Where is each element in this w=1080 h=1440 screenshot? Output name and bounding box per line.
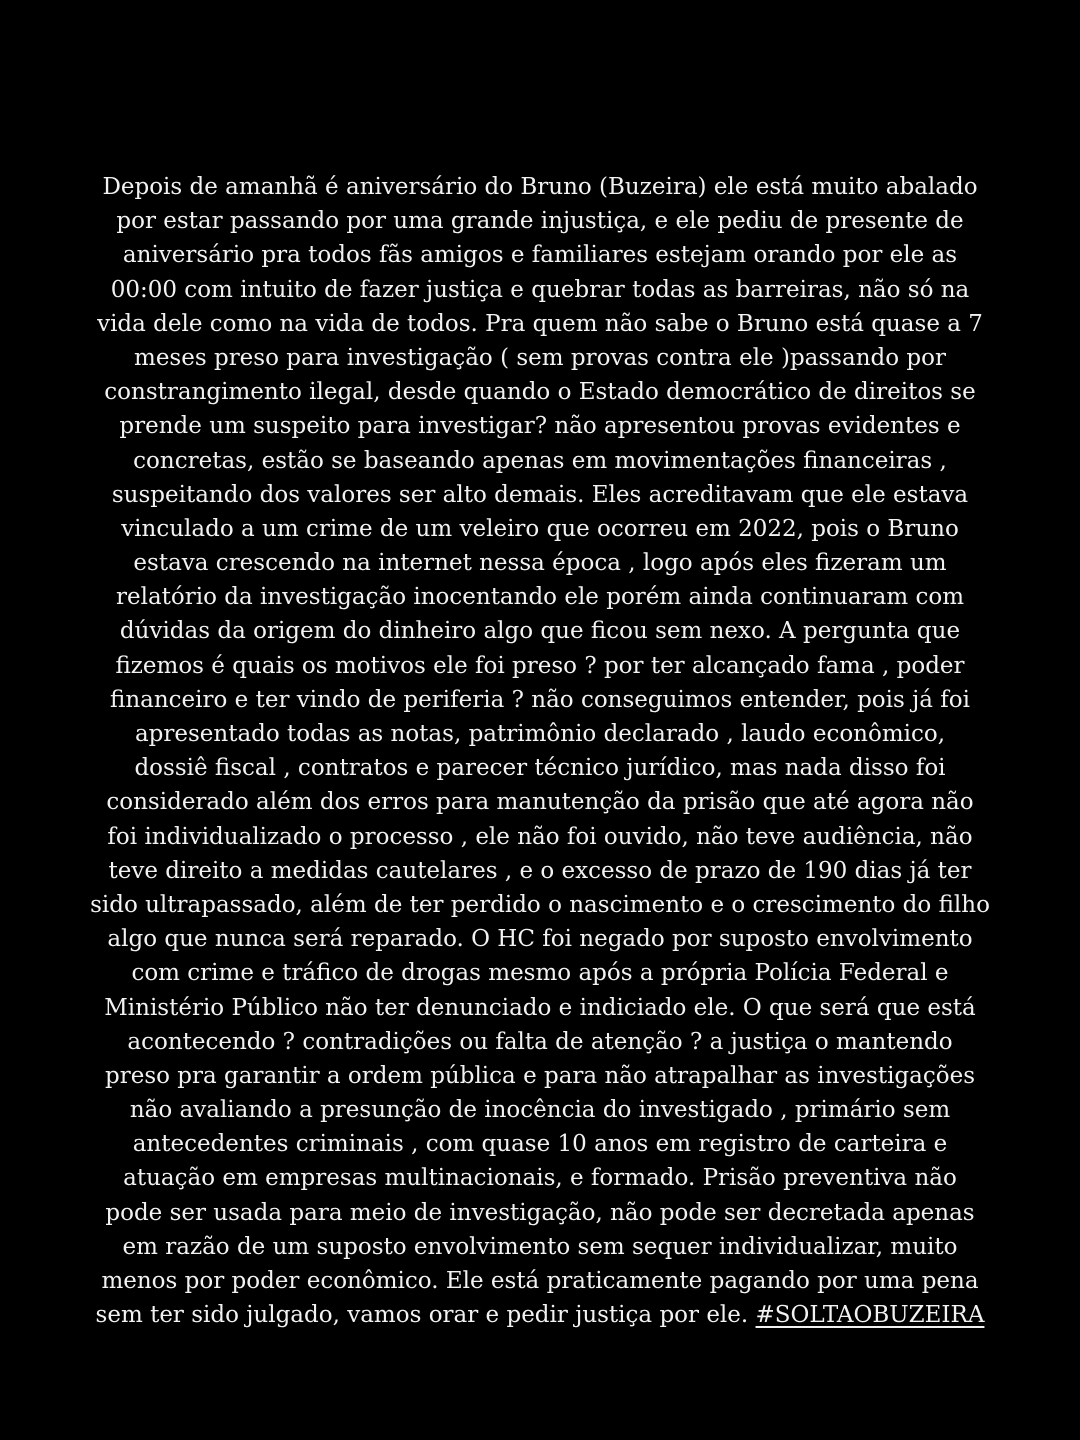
- text-line: 00:00 com intuito de fazer justiça e quebrar todas as barreiras, não só na: [110, 276, 970, 303]
- text-line: com crime e tráfico de drogas mesmo após a própria Polícia Federal e: [131, 960, 949, 987]
- text-line: aniversário pra todos fãs amigos e familiares estejam orando por ele as: [122, 242, 958, 269]
- text-line: algo que nunca será reparado. O HC foi negado por suposto envolvimento: [107, 926, 973, 953]
- text-line: dúvidas da origem do dinheiro algo que ficou sem nexo. A pergunta que: [119, 618, 961, 645]
- text-line: Ministério Público não ter denunciado e indiciado ele. O que será que está: [104, 994, 976, 1021]
- text-line: sido ultrapassado, além de ter perdido o nascimento e o crescimento do filho: [90, 891, 990, 918]
- text-line: por estar passando por uma grande injustiça, e ele pediu de presente de: [116, 208, 964, 235]
- text-line: meses preso para investigação ( sem provas contra ele )passando por: [134, 344, 946, 371]
- text-line: menos por poder econômico. Ele está praticamente pagando por uma pena: [101, 1268, 979, 1294]
- text-line: concretas, estão se baseando apenas em movimentações financeiras ,: [133, 447, 947, 474]
- text-line: atuação em empresas multinacionais, e formado. Prisão preventiva não: [123, 1165, 957, 1192]
- text-line: fizemos é quais os motivos ele foi preso ? por ter alcançado fama , poder: [115, 652, 965, 679]
- text-line: Depois de amanhã é aniversário do Bruno (Buzeira) ele está muito abalado: [102, 174, 978, 200]
- text-line: pode ser usada para meio de investigação, não pode ser decretada apenas: [105, 1199, 975, 1226]
- text-line: prende um suspeito para investigar? não apresentou provas evidentes e: [119, 413, 961, 440]
- text-line: antecedentes criminais , com quase 10 anos em registro de carteira e: [132, 1131, 948, 1158]
- text-line: vida dele como na vida de todos. Pra quem não sabe o Bruno está quase a 7: [97, 310, 983, 337]
- text-line: teve direito a medidas cautelares , e o excesso de prazo de 190 dias já ter: [108, 857, 972, 884]
- text-line: foi individualizado o processo , ele não foi ouvido, não teve audiência, não: [107, 823, 973, 850]
- text-line: estava crescendo na internet nessa época , logo após eles fizeram um: [133, 550, 947, 577]
- hashtag-link[interactable]: #SOLTAOBUZEIRA: [755, 1302, 985, 1329]
- text-line: constrangimento ilegal, desde quando o Estado democrático de direitos se: [104, 379, 976, 406]
- story-text-block: [40, 170, 1040, 1332]
- text-line: financeiro e ter vindo de periferia ? não conseguimos entender, pois já foi: [109, 686, 970, 713]
- text-line: em razão de um suposto envolvimento sem sequer individualizar, muito: [122, 1233, 958, 1260]
- closing-text: sem ter sido julgado, vamos orar e pedir justiça por ele.: [95, 1302, 756, 1329]
- text-line-last: [40, 1298, 1040, 1332]
- text-line: considerado além dos erros para manutenção da prisão que até agora não: [106, 789, 974, 816]
- text-line: acontecendo ? contradições ou falta de atenção ? a justiça o mantendo: [127, 1028, 953, 1055]
- text-line: vinculado a um crime de um veleiro que ocorreu em 2022, pois o Bruno: [121, 515, 959, 542]
- text-line: não avaliando a presunção de inocência do investigado , primário sem: [129, 1097, 951, 1124]
- text-line: relatório da investigação inocentando ele porém ainda continuaram com: [115, 584, 964, 611]
- text-line: apresentado todas as notas, patrimônio declarado , laudo econômico,: [134, 721, 946, 747]
- text-line: suspeitando dos valores ser alto demais. Eles acreditavam que ele estava: [111, 481, 969, 508]
- text-line: dossiê fiscal , contratos e parecer técnico jurídico, mas nada disso foi: [134, 755, 946, 782]
- text-line: preso pra garantir a ordem pública e para não atrapalhar as investigações: [104, 1062, 975, 1089]
